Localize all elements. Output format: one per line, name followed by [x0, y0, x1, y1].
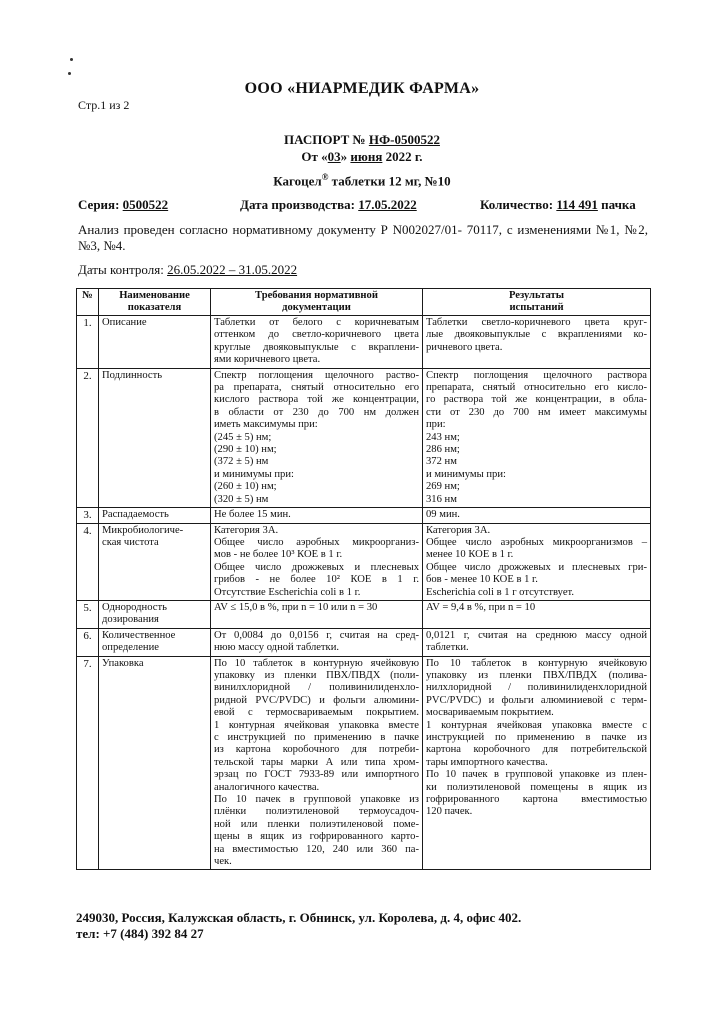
requirement-cell-line: на вместимостью 120, 240 или 360 па- — [214, 843, 419, 855]
indicator-cell — [99, 600, 211, 628]
series-label: Серия: — [78, 197, 123, 212]
row-number: 4. — [77, 523, 99, 600]
indicator-cell-line: Упаковка — [102, 657, 144, 669]
requirement-cell-line: ра препарата, снятый относительно его — [214, 382, 419, 394]
page-number: Стр.1 из 2 — [78, 98, 130, 112]
indicator-cell — [99, 628, 211, 656]
requirement-cell-line: иметь максимумы при: — [214, 419, 318, 431]
table-row — [77, 523, 651, 600]
row-number: 1. — [77, 316, 99, 369]
table-row — [77, 656, 651, 870]
result-cell — [423, 508, 651, 523]
requirement-cell — [211, 656, 423, 870]
result-cell-line: 120 пачек. — [426, 806, 473, 818]
result-cell-line: 372 нм — [426, 456, 457, 468]
row-number: 2. — [77, 368, 99, 507]
indicator-cell-line: дозирования — [102, 614, 159, 626]
requirement-cell-line: оттенком до светло-коричневого цвета — [214, 329, 419, 341]
date-prefix: От « — [301, 149, 328, 164]
requirement-cell-line: винилхлоридной / поливинилиденхло- — [214, 682, 419, 694]
requirement-cell — [211, 316, 423, 369]
result-cell — [423, 628, 651, 656]
result-cell — [423, 656, 651, 870]
requirement-cell-line: из картона коробочного для потреби- — [214, 744, 419, 756]
result-cell-line: инструкцией по применению в пачке из — [426, 732, 647, 743]
requirement-cell-line: ями коричневого цвета. — [214, 354, 321, 366]
result-cell-line: По 10 пачек в групповой упаковке из плен- — [426, 769, 647, 781]
date-month: июня — [350, 149, 383, 164]
passport-date — [0, 149, 724, 165]
indicator-cell-line: Однородность — [102, 601, 167, 613]
requirement-cell-line: (245 ± 5) нм; — [214, 431, 272, 443]
requirement-cell-line: грибов - не более 10² КОЕ в 1 г. — [214, 574, 419, 586]
requirement-cell-line: чек. — [214, 856, 232, 868]
requirement-cell-line: AV ≤ 15,0 в %, при n = 10 или n = 30 — [214, 601, 378, 613]
header-num: № — [77, 289, 99, 316]
result-cell-line: 1 контурная ячейковая упаковка вместе с — [426, 719, 647, 731]
production-date-label: Дата производства: — [240, 197, 359, 212]
result-cell-line: Таблетки светло-коричневого цвета круг- — [426, 317, 647, 328]
result-cell-line: гофрированного картона вместимостью — [426, 794, 647, 806]
result-cell-line: 0,0121 г, считая на среднюю массу одной — [426, 629, 647, 641]
series-value: 0500522 — [122, 197, 169, 212]
result-cell-line: ричневого цвета. — [426, 341, 503, 353]
date-day: 03 — [327, 149, 341, 164]
header-requirements-line: документации — [282, 302, 351, 313]
result-cell-line: 286 нм; — [426, 444, 460, 456]
result-cell-line: мосвариваемым покрытием. — [426, 707, 554, 719]
header-results-line: испытаний — [509, 302, 564, 313]
row-number: 6. — [77, 628, 99, 656]
result-cell-line: Категория 3А. — [426, 524, 491, 536]
indicator-cell — [99, 508, 211, 523]
indicator-cell-line: Подлинность — [102, 369, 163, 381]
requirement-cell-line: Общее число дрожжевых и плесневых — [214, 561, 419, 573]
passport-title — [0, 132, 724, 148]
requirement-cell-line: Не более 15 мин. — [214, 509, 291, 521]
quantity-label: Количество: — [480, 197, 557, 212]
indicator-cell — [99, 523, 211, 600]
requirement-cell-line: кислого раствора той же концентрации, — [214, 394, 419, 406]
header-requirements — [211, 289, 423, 316]
results-table — [76, 288, 651, 870]
passport-number: НФ-0500522 — [368, 132, 440, 147]
result-cell-line: бов - менее 10 КОЕ в 1 г. — [426, 574, 538, 586]
control-dates-value: 26.05.2022 – 31.05.2022 — [167, 262, 298, 277]
row-number: 3. — [77, 508, 99, 523]
result-cell-line: упаковку из пленки ПВХ/ПВДХ (полива- — [426, 669, 647, 681]
product-name: Кагоцел — [273, 173, 322, 189]
header-requirements-line: Требования нормативной — [255, 290, 378, 301]
passport-label: ПАСПОРТ № — [284, 132, 369, 147]
requirement-cell-line: (372 ± 5) нм — [214, 456, 269, 468]
requirement-cell-line: аналогичного качества. — [214, 781, 320, 793]
requirement-cell-line: щены в ящик из гофрированного карто- — [214, 831, 419, 843]
indicator-cell-line: Микробиологиче- — [102, 524, 184, 536]
series — [78, 197, 168, 213]
requirement-cell — [211, 628, 423, 656]
requirement-cell-line: Категория 3А. — [214, 524, 279, 536]
header-indicator-line: Наименование — [119, 290, 190, 301]
result-cell — [423, 316, 651, 369]
indicator-cell-line: определение — [102, 642, 159, 654]
production-date-value: 17.05.2022 — [358, 197, 417, 212]
result-cell-line: ки полиэтиленовой помещены в ящик из — [426, 781, 647, 793]
header-results-line: Результаты — [508, 290, 565, 301]
result-cell-line: Спектр поглощения щелочного раствора — [426, 369, 647, 381]
control-dates — [78, 262, 297, 278]
result-cell-line: менее 10 КОЕ в 1 г. — [426, 549, 514, 561]
requirement-cell-line: Общее число аэробных микроорганиз- — [214, 536, 419, 548]
indicator-cell — [99, 656, 211, 870]
result-cell-line: Escherichia coli в 1 г отсутствует. — [426, 586, 575, 598]
requirement-cell-line: (260 ± 10) нм; — [214, 481, 277, 493]
indicator-cell-line: Описание — [102, 317, 147, 328]
registered-mark: ® — [321, 172, 329, 182]
scan-speck — [68, 72, 71, 75]
requirement-cell-line: с инструкцией по применению в пачке — [214, 732, 419, 743]
product-title — [0, 172, 724, 189]
row-number: 5. — [77, 600, 99, 628]
requirement-cell-line: По 10 пачек в групповой упаковке из — [214, 794, 419, 806]
quantity-value: 114 491 — [556, 197, 598, 212]
result-cell — [423, 368, 651, 507]
requirement-cell-line: Отсутствие Escherichia coli в 1 г. — [214, 586, 361, 598]
footer-phone: тел: +7 (484) 392 84 27 — [76, 926, 204, 941]
result-cell-line: нилхлоридной / поливинилиденхлоридной — [426, 682, 647, 694]
result-cell-line: тары импортного качества. — [426, 756, 548, 768]
table-header-row — [77, 289, 651, 316]
requirement-cell — [211, 523, 423, 600]
requirement-cell-line: 1 контурная ячейковая упаковка вместе — [214, 719, 419, 731]
result-cell-line: сти от 230 до 700 нм имеет максимумы — [426, 406, 647, 418]
result-cell-line: Общее число аэробных микроорганизмов – — [426, 536, 647, 548]
requirement-cell-line: в области от 230 до 700 нм должен — [214, 406, 419, 418]
requirement-cell-line: нюю массу одной таблетки. — [214, 642, 340, 654]
footer-address: 249030, Россия, Калужская область, г. Обнинск, ул. Королева, д. 4, офис 402. — [76, 910, 522, 925]
analysis-statement: Анализ проведен согласно нормативному документу Р N002027/01- 70117, с изменениями №1, №2, №3, №4. — [78, 222, 648, 253]
row-number: 7. — [77, 656, 99, 870]
indicator-cell — [99, 368, 211, 507]
table-row — [77, 316, 651, 369]
indicator-cell — [99, 316, 211, 369]
date-separator: » — [340, 149, 351, 164]
requirement-cell-line: Таблетки от белого с коричневатым — [214, 317, 419, 328]
result-cell-line: и минимумы при: — [426, 468, 506, 480]
result-cell-line: 243 нм; — [426, 431, 460, 443]
quantity — [480, 197, 636, 213]
result-cell-line: 09 мин. — [426, 509, 460, 521]
table-row — [77, 628, 651, 656]
header-results — [423, 289, 651, 316]
result-cell-line: го раствора той же концентрации, в обла- — [426, 394, 647, 406]
result-cell-line: По 10 таблеток в контурную ячейковую — [426, 657, 647, 669]
result-cell-line: 269 нм; — [426, 481, 460, 493]
result-cell-line: лые двояковыпуклые с вкраплениями ко- — [426, 329, 647, 341]
company-name: ООО «НИАРМЕДИК ФАРМА» — [244, 80, 480, 97]
result-cell-line: препарата, снятый относительно его кисло- — [426, 382, 647, 394]
requirement-cell — [211, 600, 423, 628]
requirement-cell-line: По 10 таблеток в контурную ячейковую — [214, 657, 419, 669]
production-date — [240, 197, 417, 213]
requirement-cell-line: (320 ± 5) нм — [214, 493, 269, 505]
requirement-cell-line: круглые двояковыпуклые с вкраплени- — [214, 341, 419, 353]
result-cell-line: картона коробочного для потребительской — [426, 744, 647, 756]
requirement-cell-line: Спектр поглощения щелочного раство- — [214, 369, 419, 381]
result-cell-line: AV = 9,4 в %, при n = 10 — [426, 601, 536, 613]
table-row — [77, 508, 651, 523]
requirement-cell-line: эрзац по ГОСТ 7933-89 или импортного — [214, 769, 419, 781]
result-cell-line: при: — [426, 419, 446, 431]
requirement-cell-line: плёнки полиэтиленовой термоусадоч- — [214, 806, 419, 818]
result-cell — [423, 523, 651, 600]
requirement-cell-line: (290 ± 10) нм; — [214, 444, 277, 456]
requirement-cell-line: тельской тары марки А или типа хром- — [214, 756, 419, 768]
requirement-cell — [211, 508, 423, 523]
table-row — [77, 600, 651, 628]
requirement-cell — [211, 368, 423, 507]
scan-speck — [70, 58, 73, 61]
indicator-cell-line: Распадаемость — [102, 509, 169, 521]
requirement-cell-line: и минимумы при: — [214, 468, 294, 480]
requirement-cell-line: упаковку из пленки ПВХ/ПВДХ (поли- — [214, 669, 419, 681]
result-cell-line: Общее число дрожжевых и плесневых гри- — [426, 561, 647, 573]
requirement-cell-line: ной или пленки полиэтиленовой поме- — [214, 818, 419, 830]
requirement-cell-line: ридной PVC/PVDC) и фольги алюмини- — [214, 694, 419, 706]
control-dates-label: Даты контроля: — [78, 262, 168, 277]
product-form: таблетки 12 мг, №10 — [328, 173, 451, 189]
indicator-cell-line: Количественное — [102, 629, 176, 641]
result-cell-line: 316 нм — [426, 493, 457, 505]
result-cell — [423, 600, 651, 628]
requirement-cell-line: От 0,0084 до 0,0156 г, считая на сред- — [214, 629, 419, 641]
date-year: 2022 г. — [382, 149, 423, 164]
indicator-cell-line: ская чистота — [102, 536, 159, 548]
header-indicator-line: показателя — [127, 302, 182, 313]
requirement-cell-line: мов - не более 10³ КОЕ в 1 г. — [214, 549, 343, 561]
table-row — [77, 368, 651, 507]
result-cell-line: PVC/PVDC) и фольги алюминиевой с терм- — [426, 694, 647, 706]
quantity-unit: пачка — [597, 197, 636, 212]
requirement-cell-line: евой с термосвариваемым покрытием. — [214, 707, 419, 719]
header-indicator — [99, 289, 211, 316]
result-cell-line: таблетки. — [426, 642, 469, 654]
